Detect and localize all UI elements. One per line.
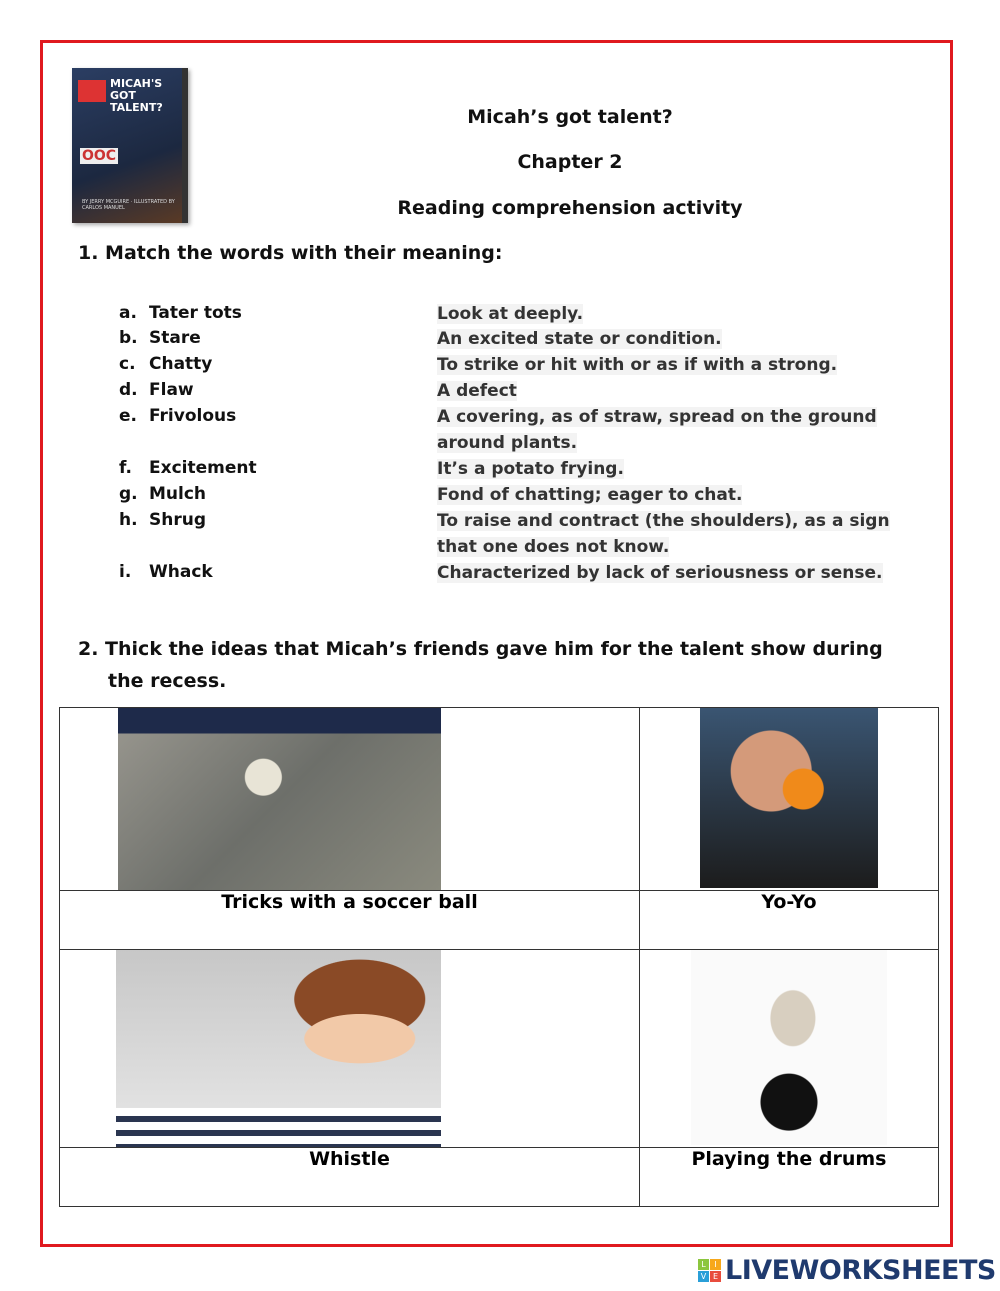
worksheet-title: Micah’s got talent? [467, 106, 673, 128]
question-2-line1: 2. Thick the ideas that Micah’s friends gave him for the talent show during [78, 638, 883, 660]
question-2-prompt [78, 633, 883, 697]
match-word [119, 510, 206, 530]
word-letter: d. [119, 380, 138, 400]
match-word [119, 458, 257, 478]
word-letter: a. [119, 303, 137, 323]
whistle-image-cell[interactable] [60, 950, 640, 1148]
book-badge [78, 80, 106, 102]
meaning-text: Look at deeply. [437, 304, 584, 324]
word-letter: f. [119, 458, 132, 478]
word-text: Mulch [149, 484, 207, 504]
option-yoyo[interactable]: Yo-Yo [639, 891, 938, 950]
meaning-option[interactable] [437, 301, 907, 327]
question-1-prompt: 1. Match the words with their meaning: [78, 242, 503, 264]
meaning-option[interactable] [437, 508, 907, 560]
live-blocks-icon [698, 1259, 721, 1282]
word-text: Chatty [149, 354, 213, 374]
meaning-text: A defect [437, 381, 517, 401]
chapter-heading: Chapter 2 [517, 151, 623, 173]
word-letter: b. [119, 328, 138, 348]
meaning-text: It’s a potato frying. [437, 459, 624, 479]
cover-author: BY JERRY MCGUIRE · ILLUSTRATED BY CARLOS MANUEL [82, 199, 175, 211]
meaning-option[interactable] [437, 404, 907, 456]
word-letter: h. [119, 510, 138, 530]
meaning-option[interactable] [437, 352, 907, 378]
cover-cards: OOC [82, 148, 117, 164]
meaning-option[interactable] [437, 560, 907, 586]
meaning-text: Fond of chatting; eager to chat. [437, 485, 743, 505]
question-2-line2: the recess. [108, 670, 227, 692]
meaning-text: To raise and contract (the shoulders), as a sign that one does not know. [437, 511, 890, 557]
meaning-option[interactable] [437, 326, 907, 352]
match-word [119, 406, 236, 426]
word-text: Flaw [149, 380, 194, 400]
yoyo-image-cell[interactable] [639, 708, 938, 891]
word-text: Whack [149, 562, 213, 582]
talent-options-table [59, 707, 939, 1207]
match-word [119, 354, 212, 374]
option-soccer[interactable]: Tricks with a soccer ball [60, 891, 640, 950]
match-word [119, 484, 206, 504]
meaning-text: Characterized by lack of seriousness or sense. [437, 563, 883, 583]
word-text: Shrug [149, 510, 207, 530]
meaning-option[interactable] [437, 378, 907, 404]
brand-name: LIVEWORKSHEETS [725, 1255, 996, 1286]
cover-title: MICAH'S GOT TALENT? [110, 77, 163, 114]
option-drums[interactable]: Playing the drums [639, 1148, 938, 1207]
word-text: Frivolous [149, 406, 237, 426]
whistle-image [116, 950, 441, 1147]
logo-letter: L [698, 1259, 709, 1270]
word-text: Excitement [149, 458, 257, 478]
word-letter: i. [119, 562, 132, 582]
soccer-image-cell[interactable] [60, 708, 640, 891]
word-letter: g. [119, 484, 138, 504]
word-letter: e. [119, 406, 137, 426]
logo-letter: I [710, 1259, 721, 1270]
logo-letter: V [698, 1271, 709, 1282]
meaning-text: A covering, as of straw, spread on the ground around plants. [437, 407, 877, 453]
option-whistle[interactable]: Whistle [60, 1148, 640, 1207]
meaning-option[interactable] [437, 482, 907, 508]
match-word [119, 562, 213, 582]
word-text: Stare [149, 328, 201, 348]
drums-image [691, 950, 887, 1145]
match-word [119, 328, 201, 348]
yoyo-image [700, 708, 878, 888]
meaning-option[interactable] [437, 456, 907, 482]
word-letter: c. [119, 354, 136, 374]
match-word [119, 380, 194, 400]
book-cover-image [72, 68, 188, 223]
drums-image-cell[interactable] [639, 950, 938, 1148]
logo-letter: E [710, 1271, 721, 1282]
soccer-ball-image [118, 708, 441, 890]
meaning-text: An excited state or condition. [437, 329, 722, 349]
activity-subtitle: Reading comprehension activity [397, 197, 743, 219]
meaning-text: To strike or hit with or as if with a strong. [437, 355, 838, 375]
word-text: Tater tots [149, 303, 242, 323]
liveworksheets-logo [698, 1255, 996, 1286]
match-word [119, 303, 242, 323]
